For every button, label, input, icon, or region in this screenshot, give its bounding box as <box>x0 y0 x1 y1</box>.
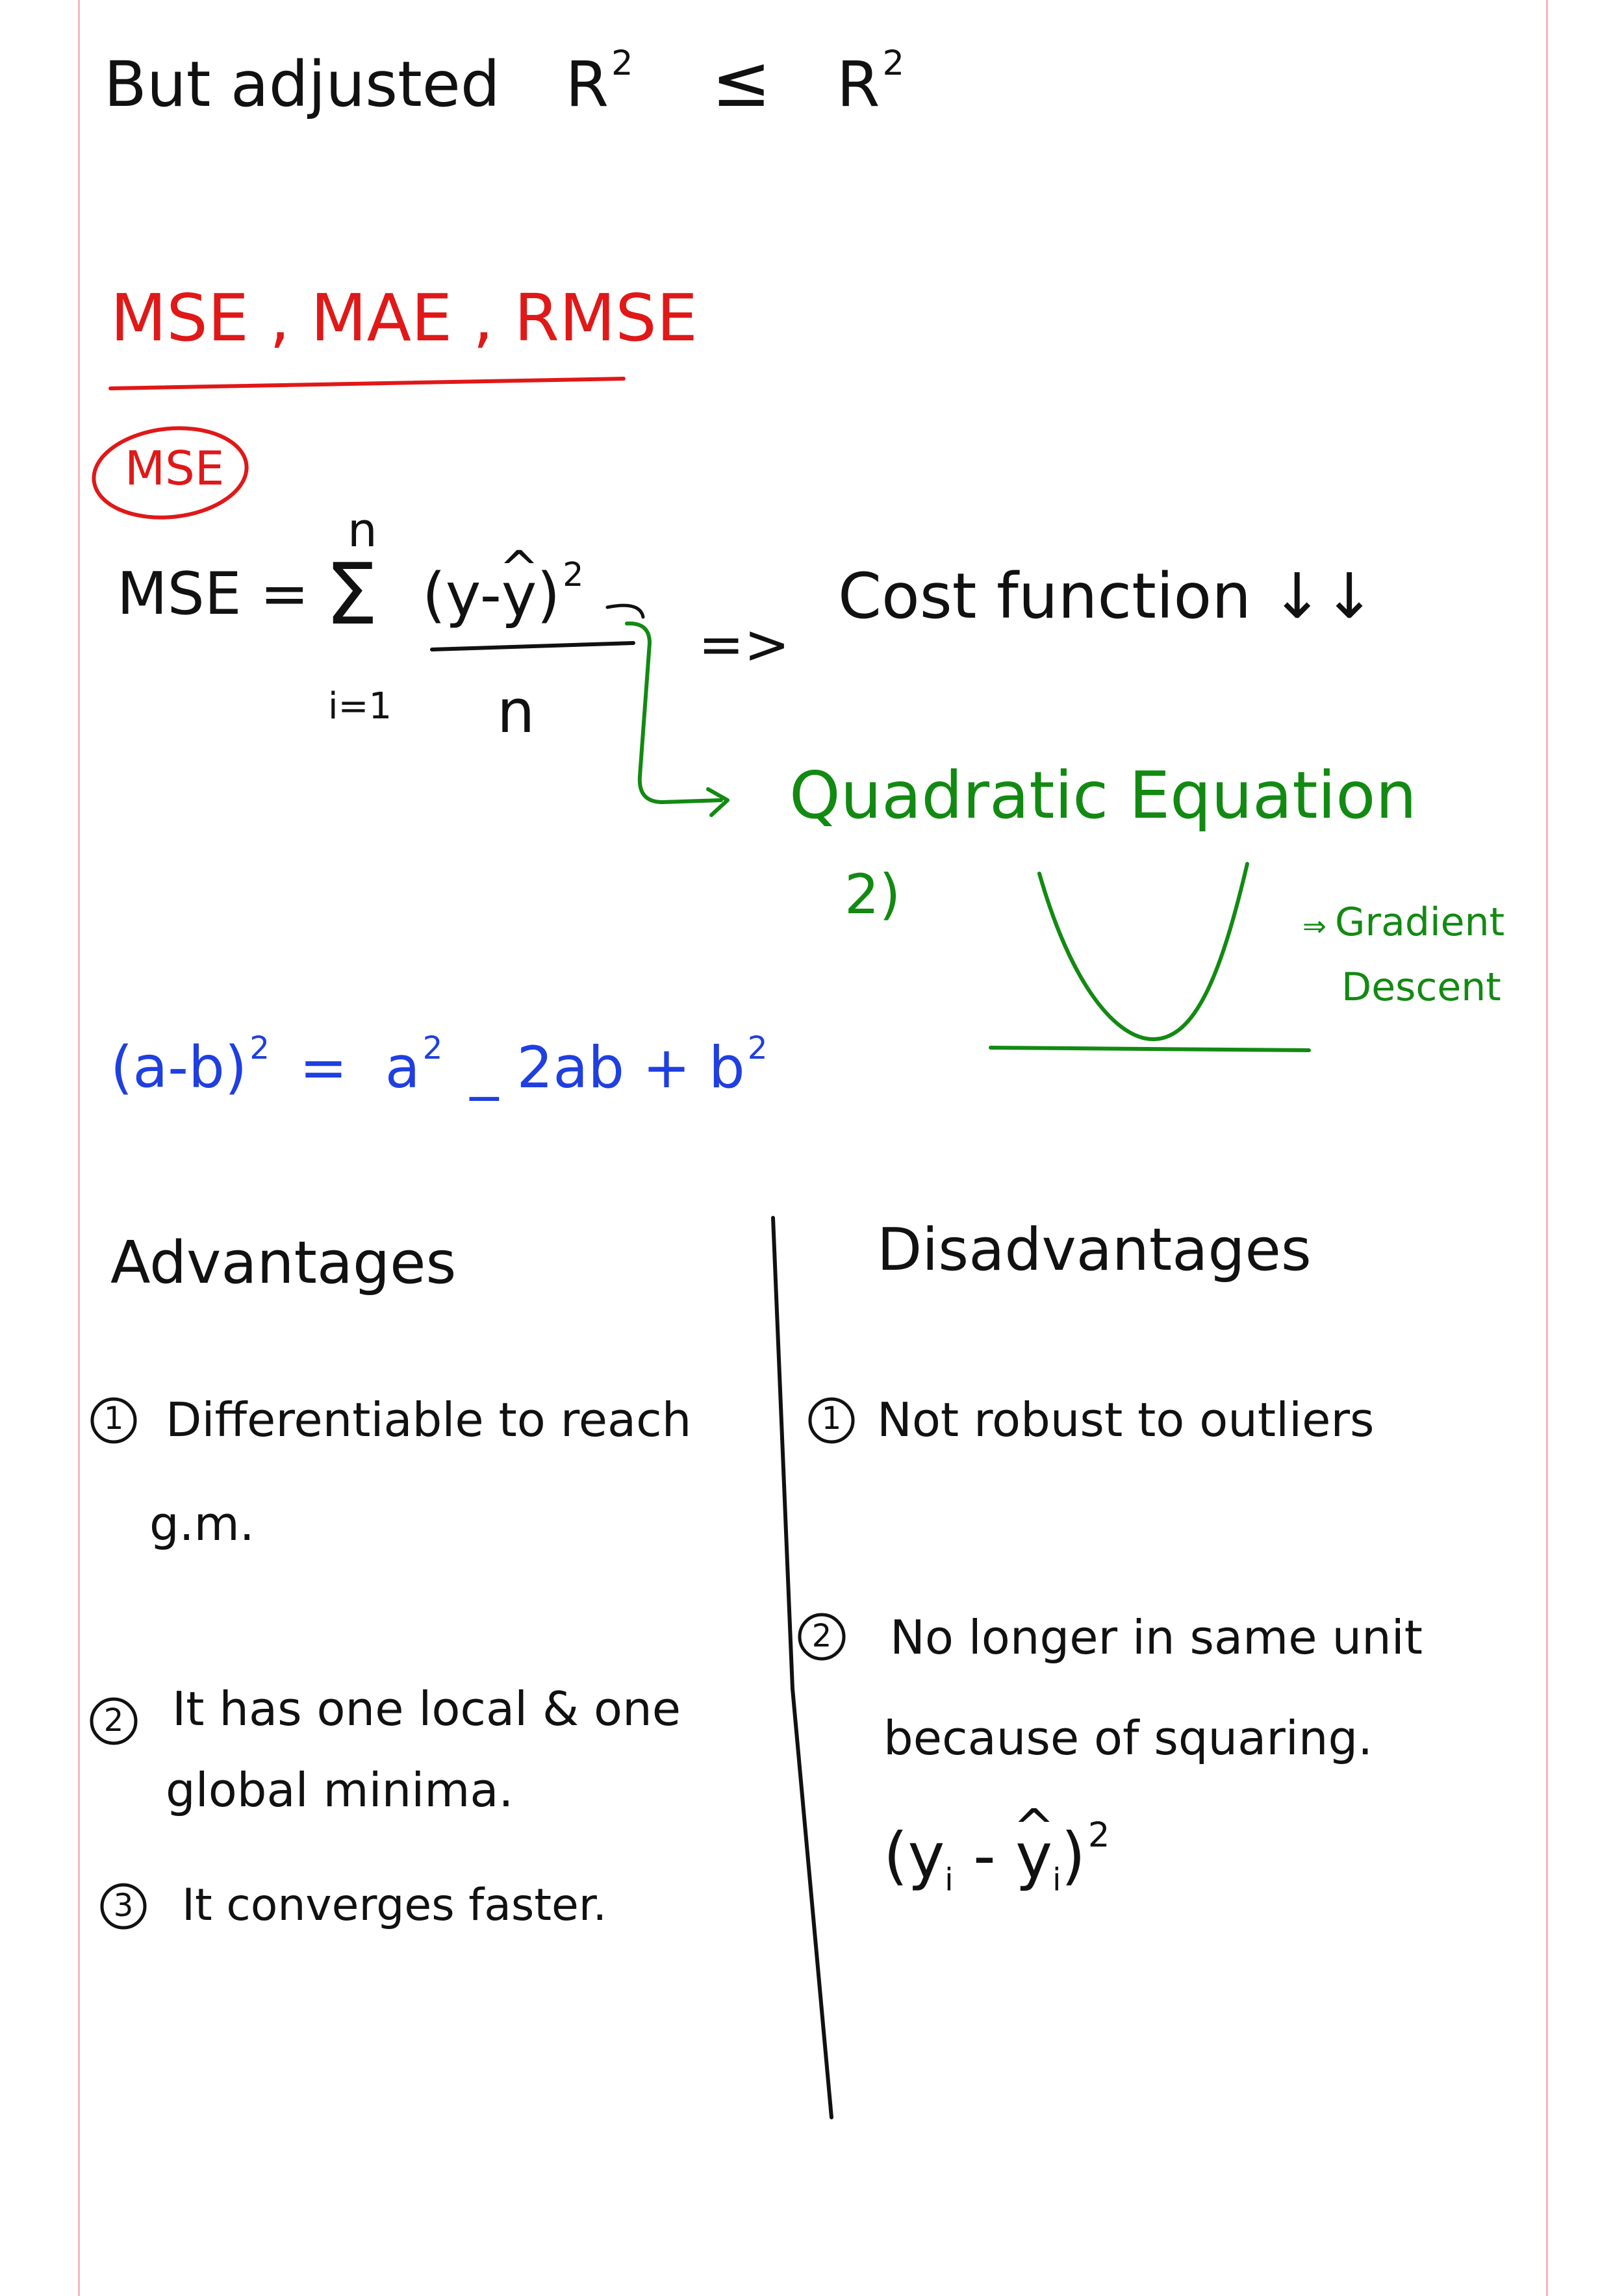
advantage-1-line1: Differentiable to reach <box>166 1393 692 1447</box>
cost-function-text: Cost function ↓↓ <box>838 560 1376 633</box>
descent-label: Descent <box>1341 965 1501 1010</box>
parabola-axis <box>991 1048 1309 1050</box>
sum-lower-limit: i=1 <box>328 685 392 727</box>
column-divider <box>773 1218 831 2117</box>
advantage-1-number: 1 <box>103 1400 124 1437</box>
advantage-2-line2: global minima. <box>166 1763 514 1817</box>
disadvantage-2-line2: because of squaring. <box>883 1711 1373 1765</box>
numerator-bracket <box>607 605 643 617</box>
section-title-underline <box>110 379 624 388</box>
section-title: MSE , MAE , RMSE <box>110 280 698 356</box>
connector-arrowhead <box>708 789 728 815</box>
parabola-curve <box>1039 864 1247 1039</box>
disadvantage-2-number: 2 <box>811 1618 832 1654</box>
adjusted-r2-left: $R^2$ <box>565 44 633 121</box>
advantage-2-number: 2 <box>103 1702 124 1739</box>
formula-lhs: MSE = <box>117 560 309 628</box>
r2-right: $R^2$ <box>836 44 905 121</box>
formula-numerator: (y-^ y)$^2$ <box>422 559 583 625</box>
parabola-marker: 2) <box>844 863 901 926</box>
disadvantage-1-number: 1 <box>821 1400 842 1437</box>
gradient-descent-arrow: ⇒ <box>1302 910 1326 943</box>
right-margin-line <box>1546 0 1548 2296</box>
gradient-label: Gradient <box>1335 900 1505 945</box>
disadvantage-1-line1: Not robust to outliers <box>877 1393 1375 1447</box>
advantage-1-line2: g.m. <box>149 1496 255 1551</box>
advantage-3-line1: It converges faster. <box>182 1880 607 1931</box>
implies-arrow: => <box>698 612 790 676</box>
less-equal-symbol: ≤ <box>711 40 772 123</box>
advantage-3-number: 3 <box>113 1887 134 1924</box>
squared-error-expression: ($y_i$ - ^ $y_i)^2$ <box>883 1819 1110 1896</box>
binomial-identity: $(a-b)^2 = a^2$ _ $2ab + b^2$ <box>110 1030 768 1101</box>
quadratic-equation-label: Quadratic Equation <box>789 757 1417 833</box>
advantages-heading: Advantages <box>110 1229 457 1297</box>
advantage-2-line1: It has one local & one <box>172 1682 681 1736</box>
adjusted-prefix: But adjusted <box>104 48 500 121</box>
disadvantage-2-line1: No longer in same unit <box>890 1610 1423 1665</box>
fraction-bar <box>432 643 633 650</box>
disadvantages-heading: Disadvantages <box>877 1216 1312 1284</box>
adjusted-r2-statement <box>104 40 905 123</box>
mse-badge-label: MSE <box>125 441 225 496</box>
sigma-symbol: Σ <box>325 545 379 644</box>
sum-upper-limit: n <box>348 503 377 557</box>
formula-denominator: n <box>497 677 535 746</box>
left-margin-line <box>78 0 80 2296</box>
